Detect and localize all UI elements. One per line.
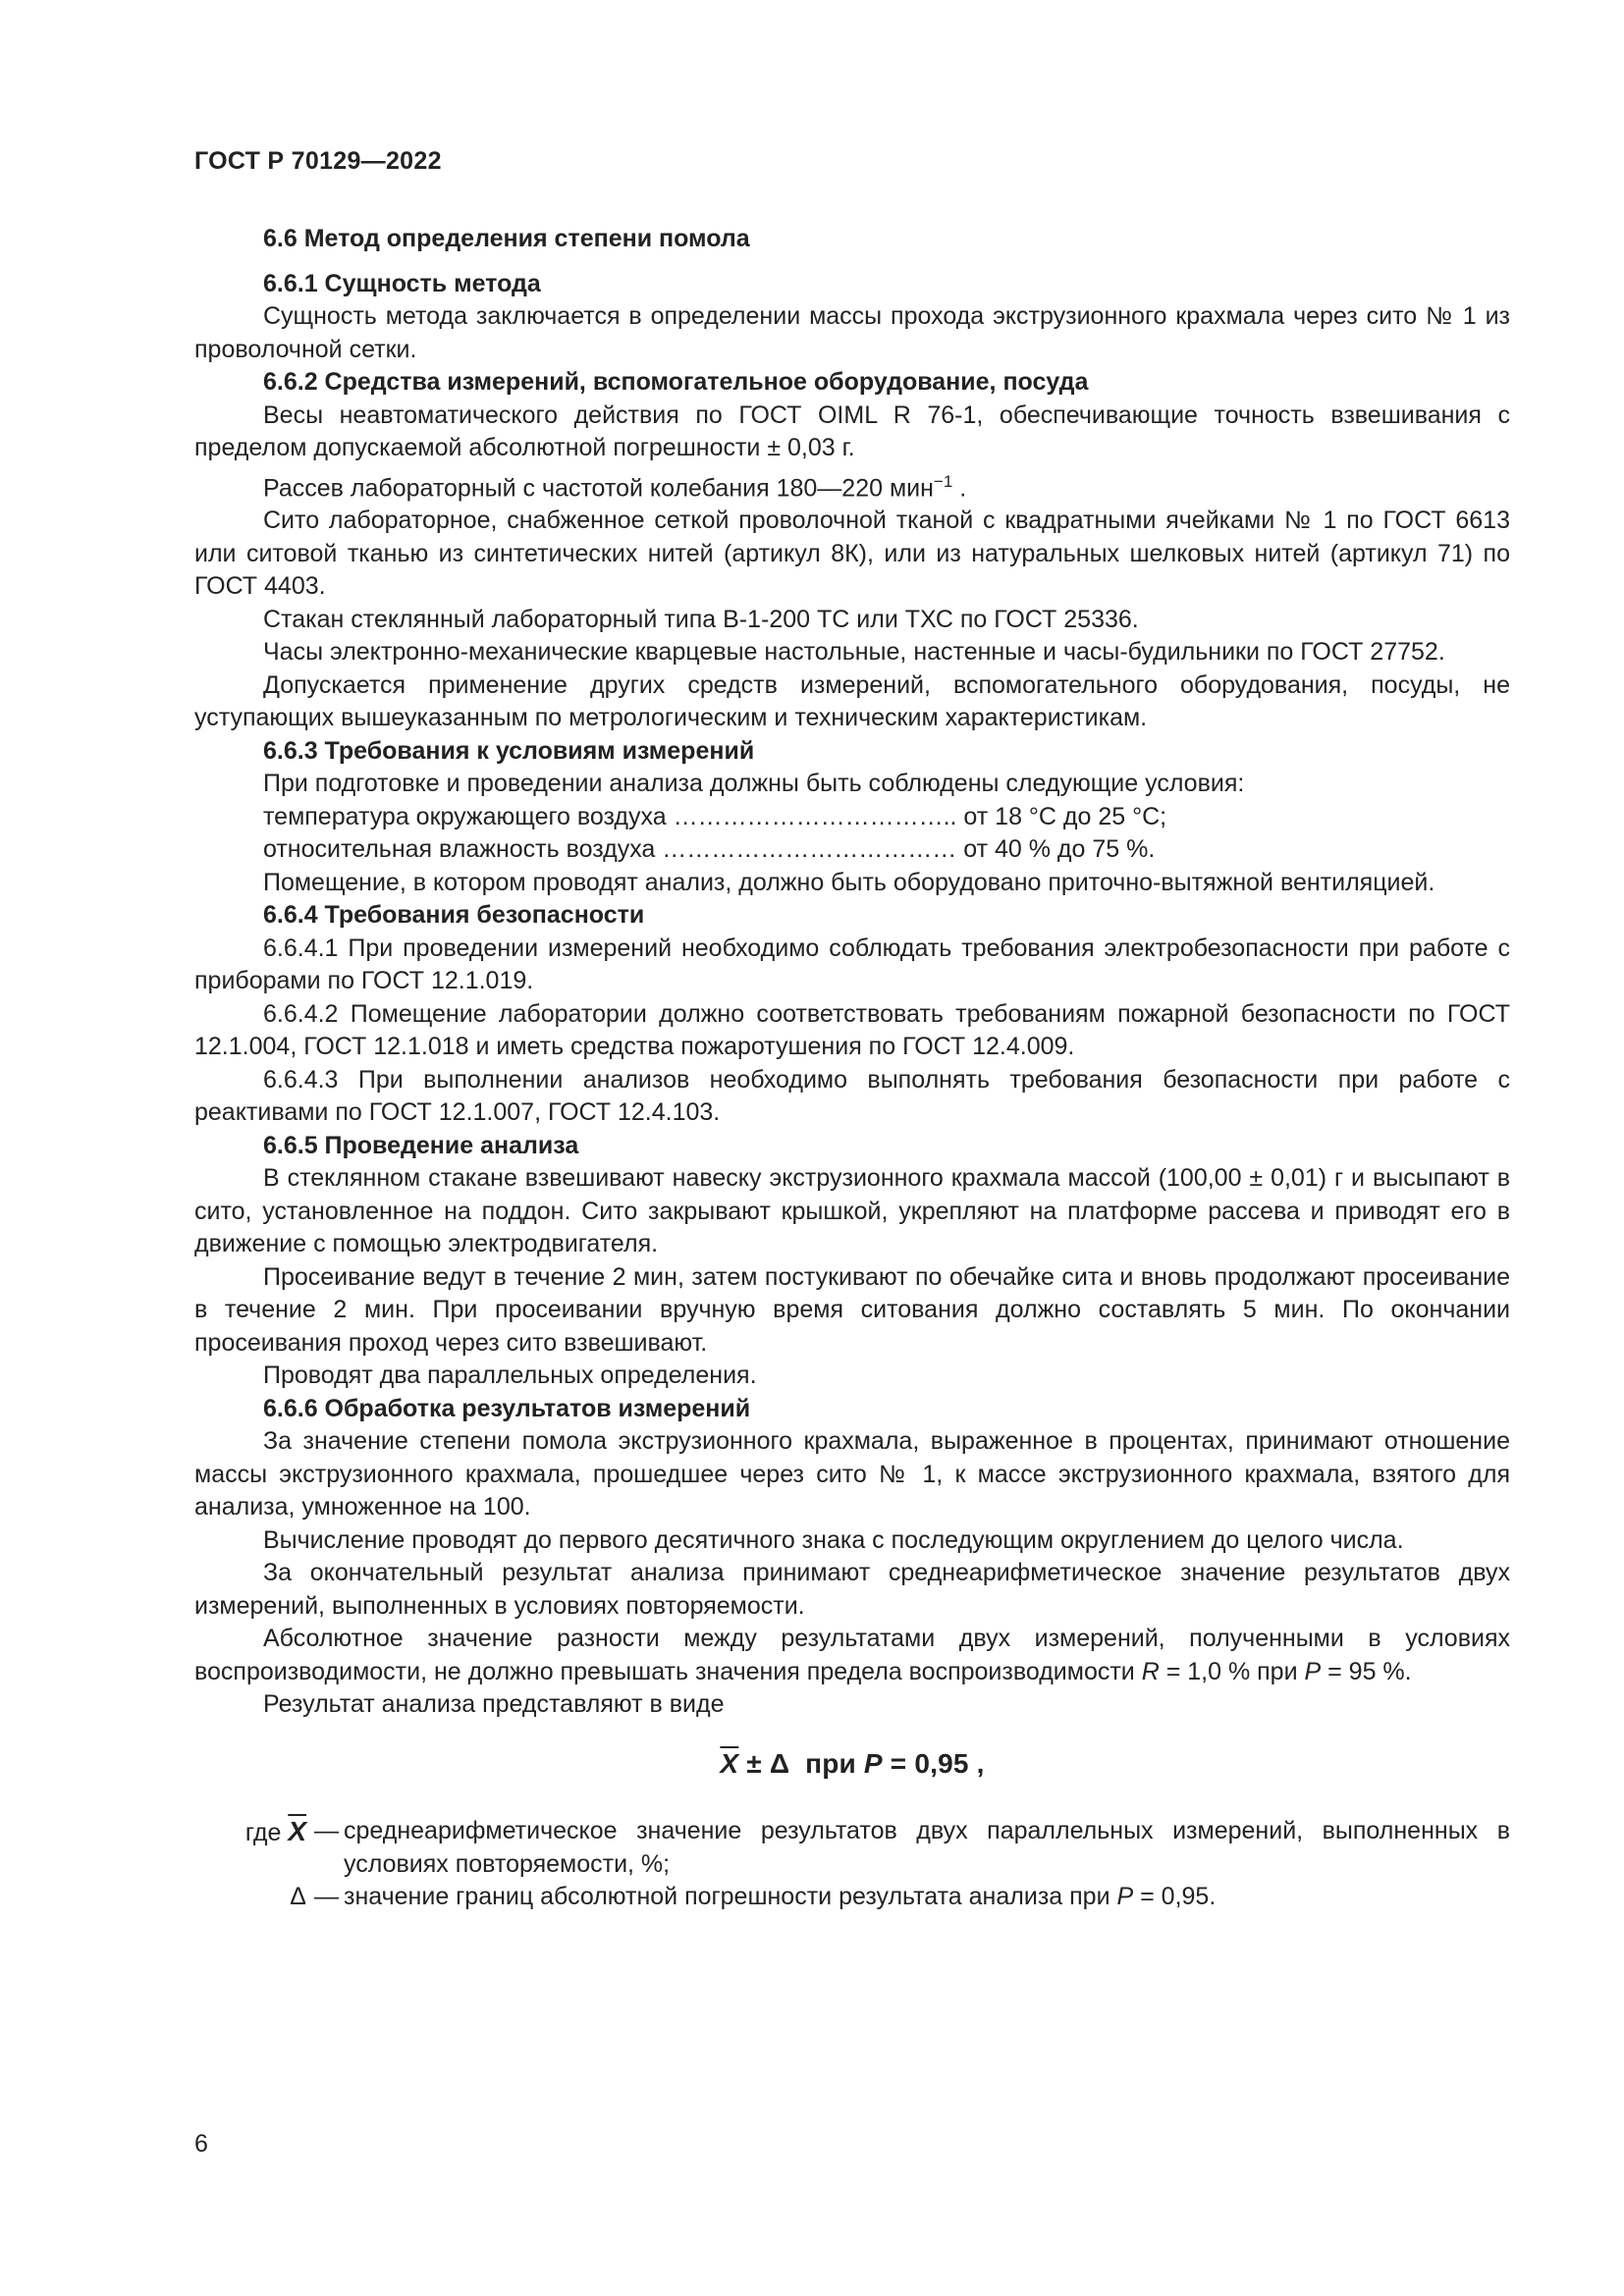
paragraph: 6.6.4.2 Помещение лаборатории должно соответствовать требованиям пожарной безопасности по ГОСТ 12.1.004, ГОСТ 12.1.018 и иметь средства пожаротушения по ГОСТ 12.4.009. bbox=[194, 999, 1510, 1061]
subsection-title-6-6-6: 6.6.6 Обработка результатов измерений bbox=[263, 1394, 751, 1422]
legend-description bbox=[344, 1881, 1510, 1914]
page-number: 6 bbox=[194, 2130, 208, 2158]
paragraph-text: . bbox=[952, 473, 967, 502]
subsection-title-6-6-4: 6.6.4 Требования безопасности bbox=[263, 901, 645, 930]
superscript: −1 bbox=[933, 471, 953, 491]
section-title: 6.6 Метод определения степени помола bbox=[263, 225, 750, 252]
paragraph: В стеклянном стакане взвешивают навеску экструзионного крахмала массой (100,00 ± 0,01) г и высыпают в сито, установленное на поддон. Сито закрывают крышкой, укрепляют на платформе рассева и приводят его в движение с помощью электродвигателя. bbox=[194, 1164, 1510, 1258]
paragraph: Помещение, в котором проводят анализ, должно быть оборудовано приточно-вытяжной вентиляцией. bbox=[263, 868, 1435, 896]
paragraph-text: = 1,0 % при bbox=[1159, 1657, 1305, 1685]
paragraph: 6.6.4.1 При проведении измерений необходимо соблюдать требования электробезопасности при работе с приборами по ГОСТ 12.1.019. bbox=[194, 934, 1510, 995]
paragraph bbox=[194, 1623, 1510, 1688]
paragraph: Весы неавтоматического действия по ГОСТ OIML R 76-1, обеспечивающие точность взвешивания с пределом допускаемой абсолютной погрешности ± 0,03 г. bbox=[194, 400, 1510, 461]
paragraph-text: Абсолютное значение разности между результатами двух измерений, полученными в условиях воспроизводимости, не должно превышать значения предела воспроизводимости bbox=[194, 1625, 1510, 1685]
result-formula bbox=[194, 1747, 1510, 1781]
formula-text: ± Δ при bbox=[738, 1747, 864, 1779]
paragraph: относительная влажность воздуха ……………………………… от 40 % до 75 %. bbox=[263, 835, 1156, 864]
paragraph: За окончательный результат анализа принимают среднеарифметическое значение результатов двух измерений, выполненных в условиях повторяемости. bbox=[194, 1559, 1510, 1620]
document-header: ГОСТ Р 70129—2022 bbox=[194, 147, 442, 175]
paragraph: Вычисление проводят до первого десятичного знака с последующим округлением до целого числа. bbox=[263, 1525, 1404, 1554]
variable-R: R bbox=[1141, 1657, 1160, 1685]
legend-variable-p: P bbox=[1116, 1883, 1134, 1911]
legend-symbol bbox=[194, 1815, 314, 1850]
paragraph: Стакан стеклянный лабораторный типа В-1-200 ТС или ТХС по ГОСТ 25336. bbox=[263, 605, 1139, 633]
formula-legend bbox=[194, 1815, 1510, 1914]
subsection-title-6-6-5: 6.6.5 Проведение анализа bbox=[263, 1131, 579, 1159]
legend-row-delta bbox=[194, 1881, 1510, 1914]
paragraph: При подготовке и проведении анализа должны быть соблюдены следующие условия: bbox=[263, 770, 1245, 798]
legend-row-x bbox=[194, 1815, 1510, 1881]
paragraph: 6.6.4.3 При выполнении анализов необходимо выполнять требования безопасности при работе с реактивами по ГОСТ 12.1.007, ГОСТ 12.4.103. bbox=[194, 1065, 1510, 1127]
legend-dash: — bbox=[314, 1883, 339, 1911]
paragraph-text: Рассев лабораторный с частотой колебания 180—220 мин bbox=[263, 473, 934, 502]
subsection-title-6-6-3: 6.6.3 Требования к условиям измерений bbox=[263, 736, 755, 765]
paragraph: Просеивание ведут в течение 2 мин, затем постукивают по обечайке сита и вновь продолжают просеивание в течение 2 мин. При просеивании вручную время ситования должно составлять 5 мин. По окончании просеивания проход через сито взвешивают. bbox=[194, 1262, 1510, 1357]
variable-P: P bbox=[1304, 1657, 1322, 1685]
legend-description-text: = 0,95. bbox=[1133, 1883, 1217, 1911]
formula-text: = 0,95 , bbox=[882, 1747, 985, 1779]
subsection-title-6-6-2: 6.6.2 Средства измерений, вспомогательное оборудование, посуда bbox=[263, 368, 1089, 396]
paragraph: Часы электронно-механические кварцевые настольные, настенные и часы-будильники по ГОСТ 27752. bbox=[263, 638, 1445, 667]
formula-variable-p: P bbox=[863, 1747, 883, 1779]
paragraph: Результат анализа представляют в виде bbox=[263, 1690, 725, 1719]
legend-where-word: где bbox=[244, 1819, 289, 1847]
paragraph: Допускается применение других средств измерений, вспомогательного оборудования, посуды, не уступающих вышеуказанным по метрологическим и техническим характеристикам. bbox=[194, 670, 1510, 732]
formula-variable-x: $\overline{X}$ bbox=[720, 1747, 739, 1779]
legend-variable-delta: Δ bbox=[290, 1883, 306, 1911]
legend-variable-x: $\overline{X}$ bbox=[288, 1816, 306, 1847]
paragraph: Сито лабораторное, снабженное сеткой проволочной тканой с квадратными ячейками № 1 по ГОСТ 6613 или ситовой тканью из синтетических нитей (артикул 8К), или из натуральных шелковых нитей (артикул 71) по ГОСТ 4403. bbox=[194, 507, 1510, 601]
paragraph-text: = 95 %. bbox=[1321, 1657, 1412, 1685]
paragraph bbox=[194, 465, 1510, 506]
paragraph: температура окружающего воздуха …………………………….. от 18 °С до 25 °С; bbox=[263, 802, 1167, 830]
legend-dash: — bbox=[314, 1817, 339, 1845]
legend-description: среднеарифметическое значение результатов двух параллельных измерений, выполненных в условиях повторяемости, %; bbox=[344, 1817, 1510, 1878]
paragraph: Проводят два параллельных определения. bbox=[263, 1362, 757, 1390]
paragraph: За значение степени помола экструзионного крахмала, выраженное в процентах, принимают отношение массы экструзионного крахмала, прошедшее через сито № 1, к массе экструзионного крахмала, взятого для анализа, умноженное на 100. bbox=[194, 1427, 1510, 1522]
subsection-title-6-6-1: 6.6.1 Сущность метода bbox=[263, 269, 541, 297]
legend-symbol bbox=[194, 1881, 314, 1914]
document-body bbox=[194, 223, 1510, 1914]
legend-description-text: значение границ абсолютной погрешности результата анализа при bbox=[344, 1883, 1117, 1911]
paragraph: Сущность метода заключается в определении массы прохода экструзионного крахмала через сито № 1 из проволочной сетки. bbox=[194, 302, 1510, 363]
